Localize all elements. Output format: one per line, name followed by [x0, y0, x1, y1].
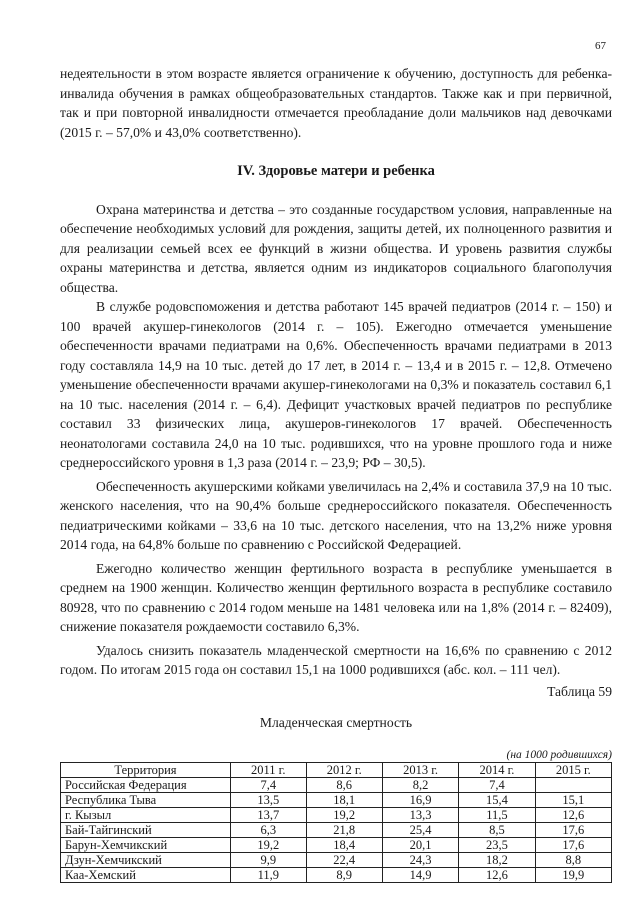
value-cell: 17,6 [535, 822, 611, 837]
value-cell: 13,7 [231, 807, 307, 822]
table-row [61, 777, 612, 792]
page-number: 67 [595, 40, 606, 52]
value-cell [535, 777, 611, 792]
column-header: 2014 г. [459, 762, 535, 777]
value-cell: 19,2 [306, 807, 382, 822]
value-cell: 22,4 [306, 852, 382, 867]
column-header: 2011 г. [231, 762, 307, 777]
value-cell: 11,9 [231, 867, 307, 882]
value-cell: 13,3 [382, 807, 458, 822]
table-units: (на 1000 родившихся) [506, 748, 612, 761]
value-cell: 24,3 [382, 852, 458, 867]
value-cell: 19,9 [535, 867, 611, 882]
territory-cell: Каа-Хемский [61, 867, 231, 882]
table-label: Таблица 59 [547, 683, 612, 699]
value-cell: 18,2 [459, 852, 535, 867]
territory-cell: Республика Тыва [61, 792, 231, 807]
value-cell: 23,5 [459, 837, 535, 852]
table-row [61, 837, 612, 852]
paragraph-3: Обеспеченность акушерскими койками увеличилась на 2,4% и составила 37,9 на 10 тыс. женского населения, что на 90,4% больше среднероссийского показателя. Обеспеченность педиатрическими койками – 33,6 на 10 тыс. детского населения, что на 13,2% ниже уровня 2014 года, на 64,8% больше по сравнению с Российской Федерацией. [60, 478, 612, 552]
table-row [61, 867, 612, 882]
value-cell: 12,6 [459, 867, 535, 882]
value-cell: 20,1 [382, 837, 458, 852]
value-cell: 7,4 [459, 777, 535, 792]
territory-cell: г. Кызыл [61, 807, 231, 822]
value-cell: 17,6 [535, 837, 611, 852]
value-cell: 25,4 [382, 822, 458, 837]
value-cell: 8,2 [382, 777, 458, 792]
table-body [61, 777, 612, 882]
column-header: 2012 г. [306, 762, 382, 777]
value-cell: 9,9 [231, 852, 307, 867]
paragraph-2: В службе родовспоможения и детства работают 145 врачей педиатров (2014 г. – 150) и 100 врачей акушер-гинекологов (2014 г. – 105). Ежегодно отмечается уменьшение обеспеченности врачами педиатрами на 0,6%. Обеспеченность врачами педиатрами в 2013 году составляла 14,9 на 10 тыс. детей до 17 лет, в 2014 г. – 13,4 и в 2015 г. – 12,8. Отмечено уменьшение обеспеченности врачами акушер-гинекологами на 0,3% и показатель составил 6,1 на 10 тыс. населения (2014 г. – 6,4). Дефицит участковых врачей педиатров по республике составил 33 физических лица, акушеров-гинекологов 17 врачей. Обеспеченность неонатологами составила 24,0 на 10 тыс. родившихся, что на уровне прошлого года и ниже среднероссийского уровня в 1,3 раза (2014 г. – 23,9; РФ – 30,5). [60, 299, 612, 470]
table-row [61, 852, 612, 867]
value-cell: 6,3 [231, 822, 307, 837]
value-cell: 7,4 [231, 777, 307, 792]
table-row [61, 822, 612, 837]
table-title: Младенческая смертность [259, 715, 413, 730]
value-cell: 8,9 [306, 867, 382, 882]
value-cell: 18,1 [306, 792, 382, 807]
value-cell: 15,4 [459, 792, 535, 807]
value-cell: 19,2 [231, 837, 307, 852]
paragraph-5: Удалось снизить показатель младенческой смертности на 16,6% по сравнению с 2012 годом. По итогам 2015 года он составил 15,1 на 1000 родившихся (абс. кол. – 111 чел). [60, 642, 612, 677]
section-title: IV. Здоровье матери и ребенка [237, 163, 435, 179]
value-cell: 18,4 [306, 837, 382, 852]
paragraph-continued: недеятельности в этом возрасте является ограничение к обучению, доступность для ребенка-инвалида обучения в рамках общеобразовательных стандартов. Также как и при первичной, так и при повторной инвалидности отмечается преобладание доли мальчиков над девочками (2015 г. – 57,0% и 43,0% соответственно). [60, 66, 612, 140]
value-cell: 15,1 [535, 792, 611, 807]
paragraph-1: Охрана материнства и детства – это созданные государством условия, направленные на обеспечение необходимых условий для рождения, защиты детей, их полноценного развития и для реализации семьей всех ее функций в жизни общества. И уровень развития службы охраны материнства и детства, является одним из индикаторов социального благополучия общества. [60, 201, 612, 295]
paragraph-4: Ежегодно количество женщин фертильного возраста в республике уменьшается в среднем на 1900 женщин. Количество женщин фертильного возраста в республике составило 80928, что по сравнению с 2014 годом меньше на 1481 человека или на 1,8% (2014 г. – 82409), снижение показателя рождаемости составило 6,3%. [60, 560, 612, 634]
document-body [60, 64, 612, 883]
territory-cell: Дзун-Хемчикский [61, 852, 231, 867]
value-cell: 16,9 [382, 792, 458, 807]
column-header: 2013 г. [382, 762, 458, 777]
table-row [61, 792, 612, 807]
value-cell: 14,9 [382, 867, 458, 882]
column-header: Территория [61, 762, 231, 777]
infant-mortality-table [60, 762, 612, 883]
column-header: 2015 г. [535, 762, 611, 777]
table-header-row [61, 762, 612, 777]
value-cell: 8,5 [459, 822, 535, 837]
territory-cell: Бай-Тайгинский [61, 822, 231, 837]
value-cell: 11,5 [459, 807, 535, 822]
table-row [61, 807, 612, 822]
value-cell: 12,6 [535, 807, 611, 822]
value-cell: 8,6 [306, 777, 382, 792]
value-cell: 13,5 [231, 792, 307, 807]
territory-cell: Российская Федерация [61, 777, 231, 792]
value-cell: 21,8 [306, 822, 382, 837]
value-cell: 8,8 [535, 852, 611, 867]
territory-cell: Барун-Хемчикский [61, 837, 231, 852]
